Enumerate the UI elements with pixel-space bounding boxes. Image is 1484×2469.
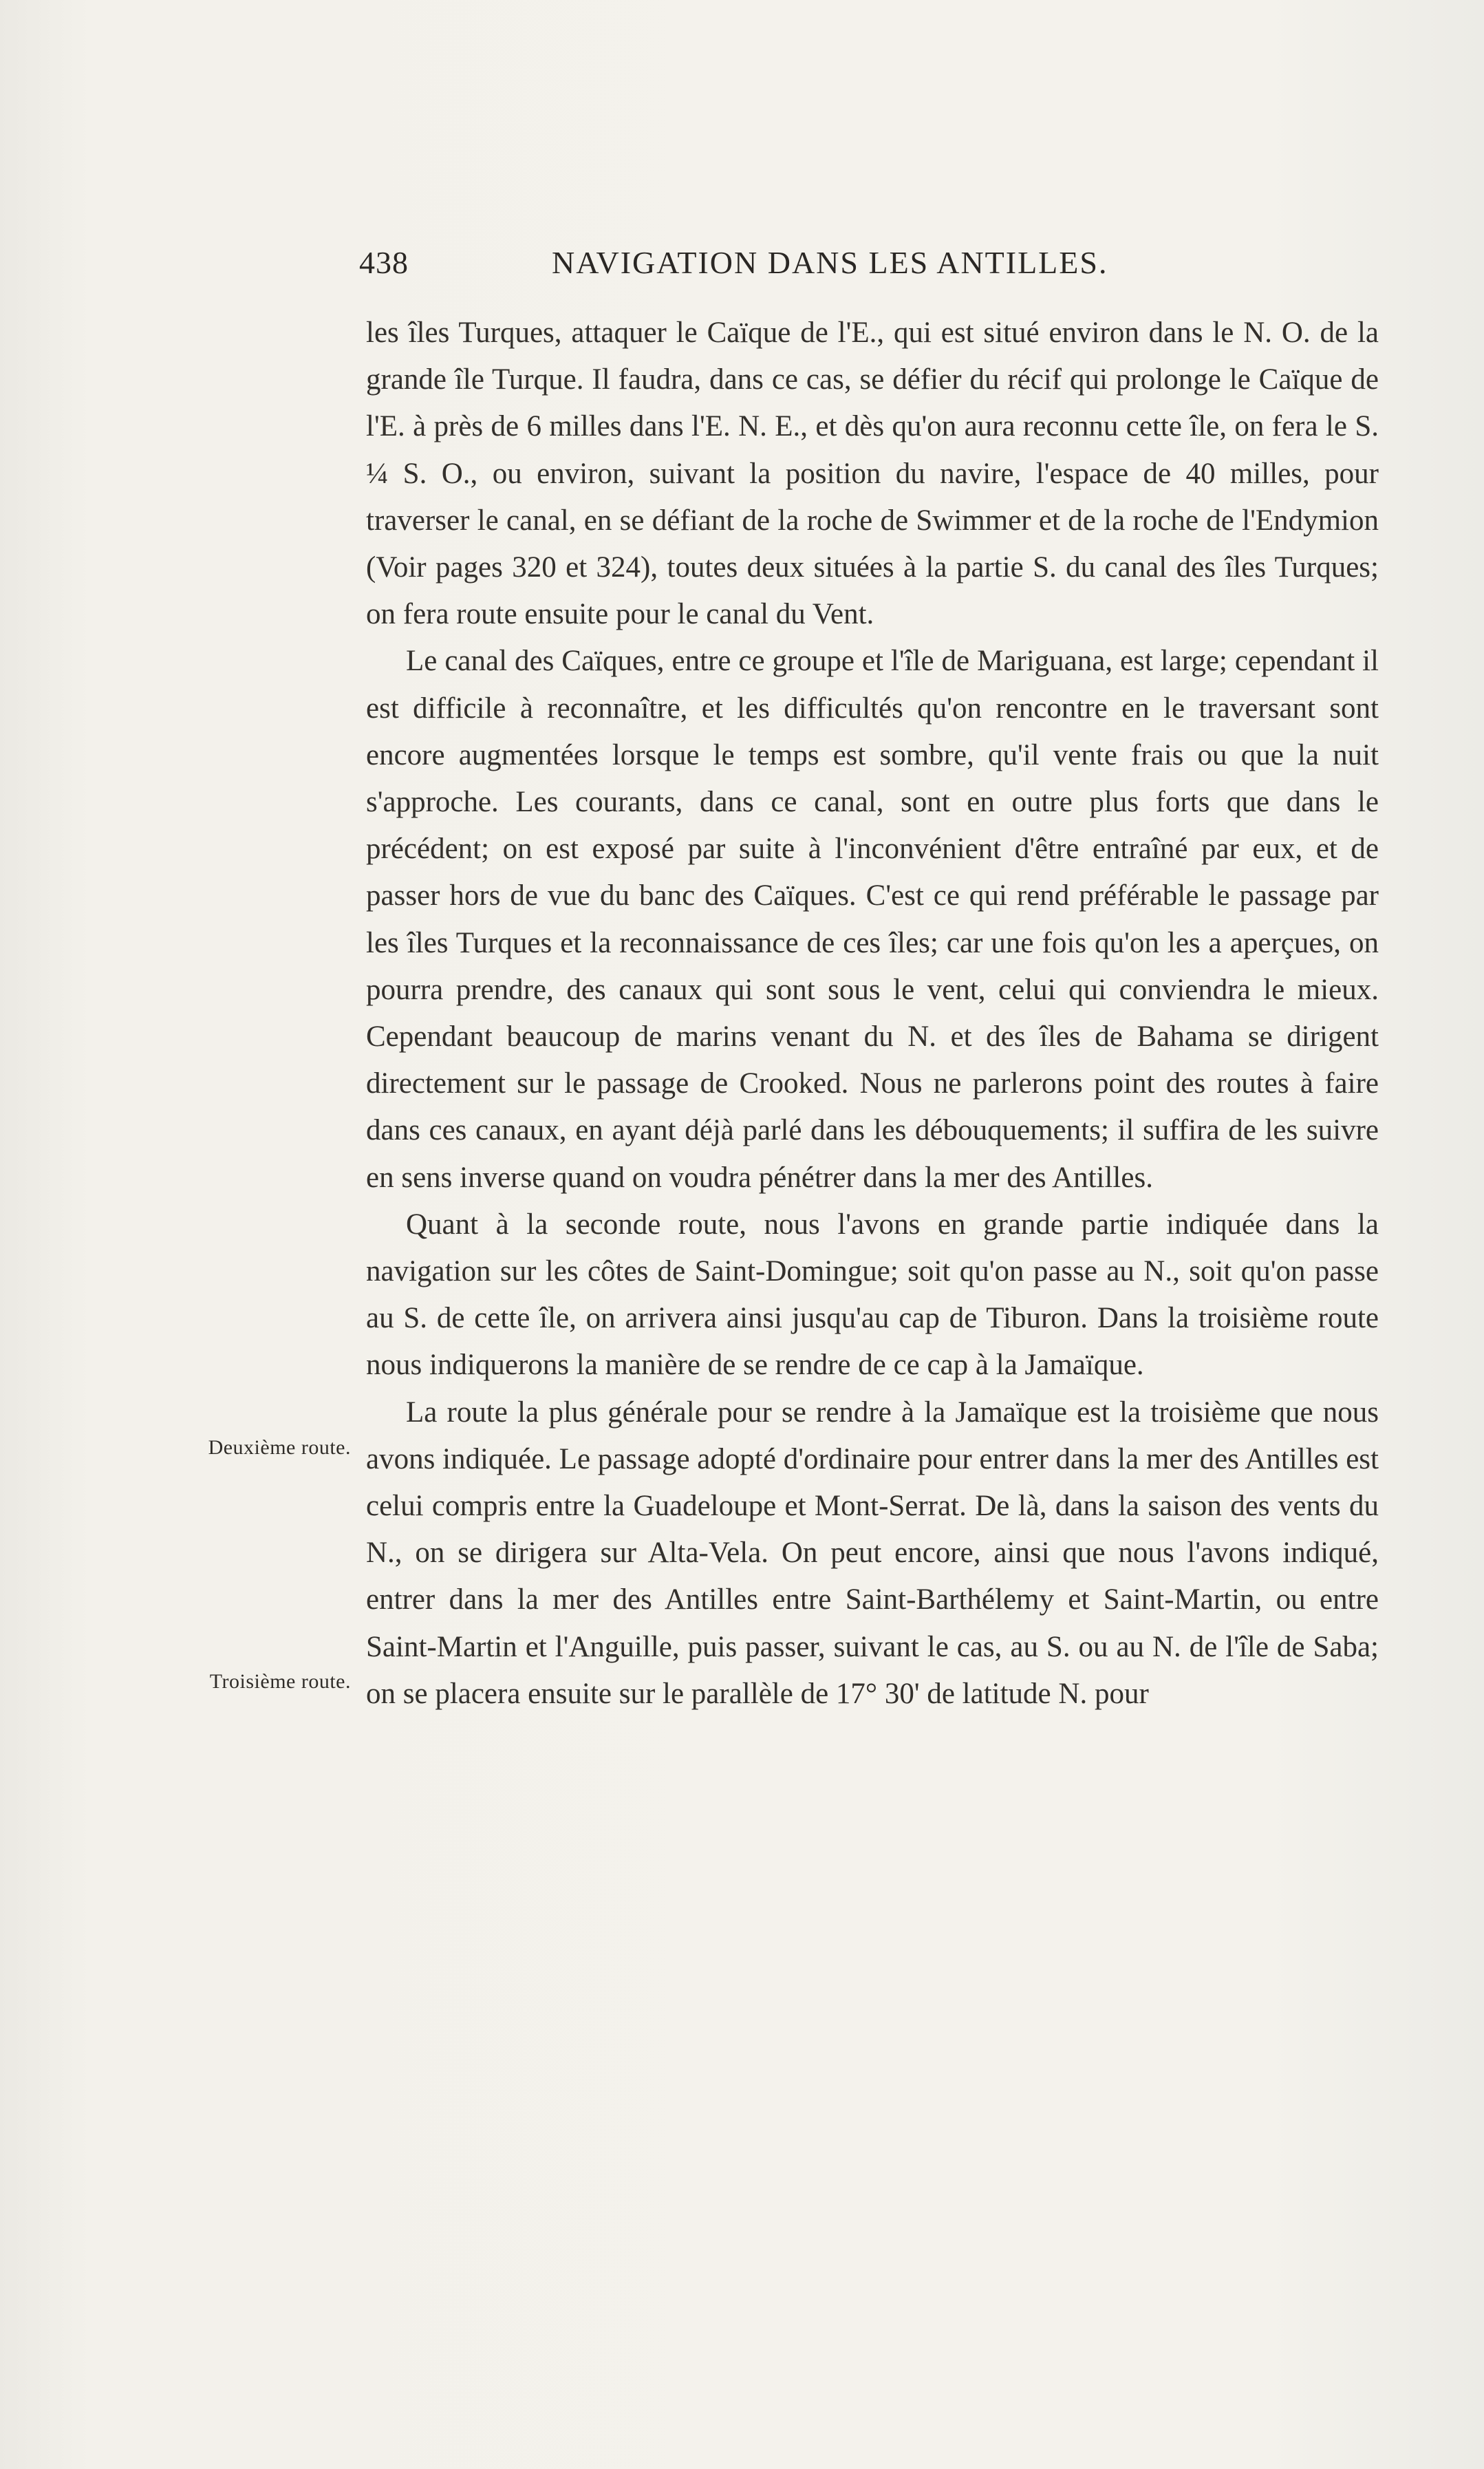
body-text — [366, 310, 1379, 1718]
page-header — [359, 244, 1377, 292]
paragraph-1: les îles Turques, attaquer le Caïque de l'E., qui est situé environ dans le N. O. de la grande île Turque. Il faudra, dans ce cas, se défier du récif qui prolonge le Caïque de l'E. à près de 6 milles dans l'E. N. E., et dès qu'on aura reconnu cette île, on fera le S. ¼ S. O., ou environ, suivant la position du navire, l'espace de 40 milles, pour traverser le canal, en se défiant de la roche de Swimmer et de la roche de l'Endymion (Voir pages 320 et 324), toutes deux situées à la partie S. du canal des îles Turques; on fera route ensuite pour le canal du Vent. — [366, 317, 1379, 631]
page-number: 438 — [359, 245, 409, 280]
margin-note-troisieme-route: Troisième route. — [209, 1670, 351, 1693]
paragraph-4: La route la plus générale pour se rendre à la Jamaïque est la troisième que nous avons indiquée. Le passage adopté d'ordinaire pour entrer dans la mer des Antilles est celui compris entre la Guadeloupe et Mont-Serrat. De là, dans la saison des vents du N., on se dirigera sur Alta-Vela. On peut encore, ainsi que nous l'avons indiqué, entrer dans la mer des Antilles entre Saint-Barthélemy et Saint-Martin, ou entre Saint-Martin et l'Anguille, puis passer, suivant le cas, au S. ou au N. de l'île de Saba; on se placera ensuite sur le parallèle de 17° 30' de latitude N. pour — [366, 1396, 1379, 1710]
running-title: NAVIGATION DANS LES ANTILLES. — [552, 245, 1108, 280]
paragraph-2: Le canal des Caïques, entre ce groupe et l'île de Mariguana, est large; cependant il est difficile à reconnaître, et les difficultés qu'on rencontre en le traversant sont encore augmentées lorsque le temps est sombre, qu'il vente frais ou que la nuit s'approche. Les courants, dans ce canal, sont en outre plus forts que dans le précédent; on est exposé par suite à l'inconvénient d'être entraîné par eux, et de passer hors de vue du banc des Caïques. C'est ce qui rend préférable le passage par les îles Turques et la reconnaissance de ces îles; car une fois qu'on les a aperçues, on pourra prendre, des canaux qui sont sous le vent, celui qui conviendra le mieux. Cependant beaucoup de marins venant du N. et des îles de Bahama se dirigent directement sur le passage de Crooked. Nous ne parlerons point des routes à faire dans ces canaux, en ayant déjà parlé dans les débouquements; il suffira de les suivre en sens inverse quand on voudra pénétrer dans la mer des Antilles. — [366, 645, 1379, 1194]
paragraph-3: Quant à la seconde route, nous l'avons en grande partie indiquée dans la navigation sur les côtes de Saint-Domingue; soit qu'on passe au N., soit qu'on passe au S. de cette île, on arrivera ainsi jusqu'au cap de Tiburon. Dans la troisième route nous indiquerons la manière de se rendre de ce cap à la Jamaïque. — [366, 1208, 1379, 1382]
margin-note-deuxieme-route: Deuxième route. — [208, 1436, 351, 1459]
